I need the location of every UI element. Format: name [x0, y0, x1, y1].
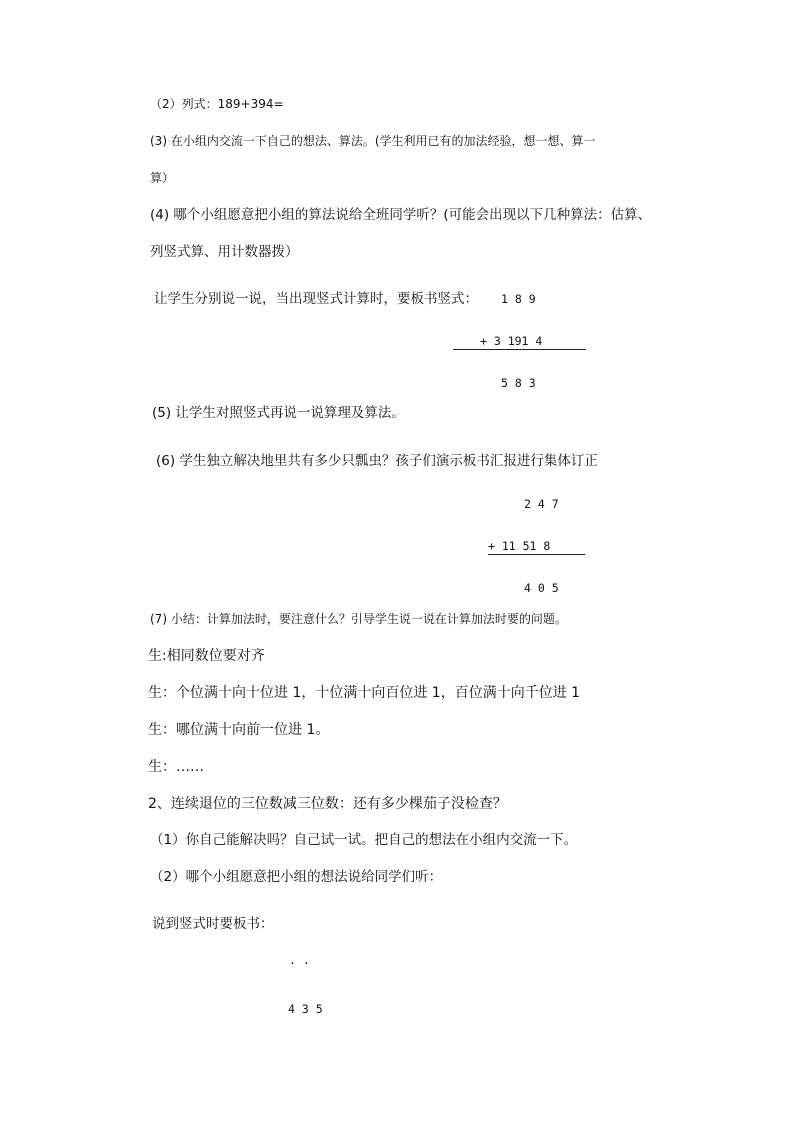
board-instruction-2: 说到竖式时要板书： [152, 916, 274, 932]
student-answer-4: 生：…… [148, 759, 204, 775]
calc1-addend-row: + 3 191 4 [480, 334, 543, 348]
calc1-top-row: 1 8 9 [501, 292, 536, 306]
step-6-text: (6) 学生独立解决地里共有多少只瓢虫？孩子们演示板书汇报进行集体订正 [156, 453, 598, 469]
student-answer-1: 生:相同数位要对齐 [148, 648, 265, 664]
student-answer-3: 生：哪位满十向前一位进 1。 [148, 722, 330, 738]
calc1-sum-line [453, 349, 586, 350]
step-4-text-cont: 列竖式算、用计数器拨） [150, 244, 299, 260]
section-2-step-1: （1）你自己能解决吗？自己试一试。把自己的想法在小组内交流一下。 [150, 832, 578, 848]
student-answer-2: 生：个位满十向十位进 1，十位满十向百位进 1，百位满十向千位进 1 [148, 685, 581, 701]
step-7-text: (7) 小结：计算加法时，要注意什么？引导学生说一说在计算加法时要的问题。 [150, 612, 567, 626]
calc3-top-row: 4 3 5 [288, 1002, 323, 1016]
step-5-text: (5) 让学生对照竖式再说一说算理及算法。 [152, 405, 405, 421]
calc1-result-row: 5 8 3 [501, 376, 536, 390]
step-3-text-cont: 算） [150, 171, 175, 185]
calc3-borrow-dots: . . [289, 953, 310, 967]
step-4-text: (4) 哪个小组愿意把小组的算法说给全班同学听？(可能会出现以下几种算法：估算、 [150, 207, 652, 223]
step-2-expression: （2）列式：189+394= [150, 97, 284, 111]
section-2-step-2: （2）哪个小组愿意把小组的想法说给同学们听： [150, 869, 443, 885]
calc2-sum-line [488, 554, 585, 555]
calc2-top-row: 2 4 7 [524, 497, 559, 511]
calc2-addend-row: + 11 51 8 [488, 539, 551, 553]
section-2-heading: 2、连续退位的三位数减三位数：还有多少棵茄子没检查？ [148, 796, 507, 812]
calc2-result-row: 4 0 5 [524, 581, 559, 595]
board-instruction: 让学生分别说一说，当出现竖式计算时，要板书竖式： [154, 291, 478, 307]
step-3-text: (3) 在小组内交流一下自己的想法、算法。(学生利用已有的加法经验，想一想、算一 [150, 134, 596, 148]
